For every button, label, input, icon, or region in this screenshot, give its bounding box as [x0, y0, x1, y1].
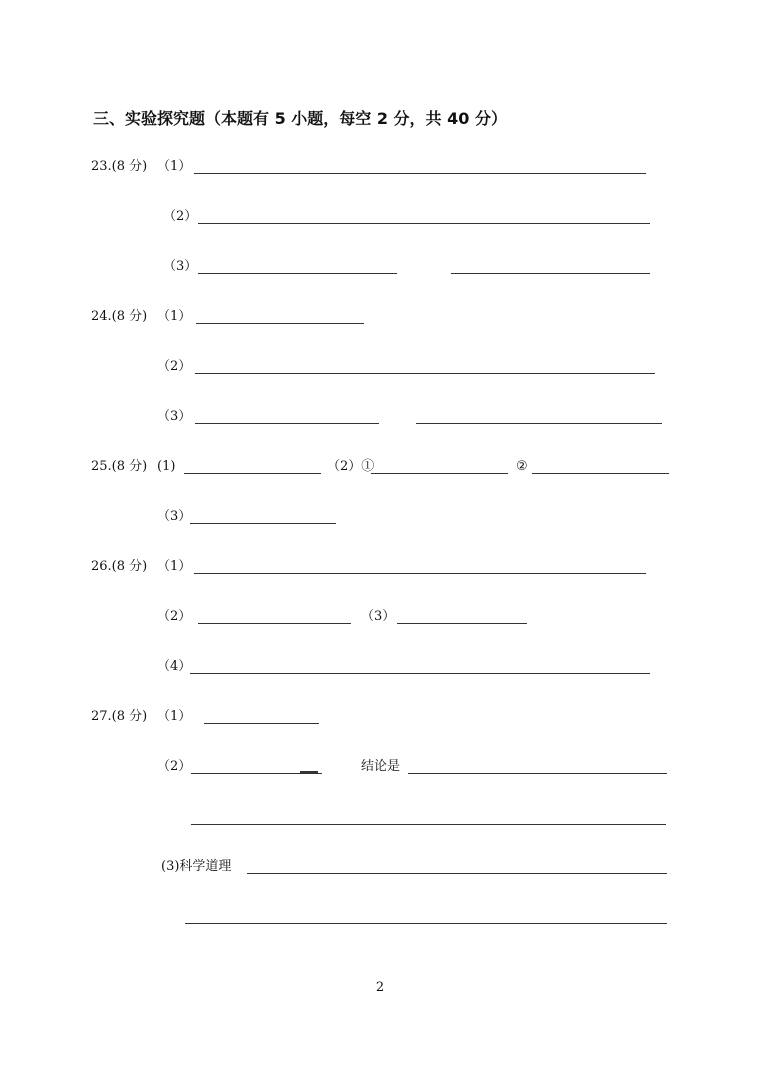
- section-title: 三、实验探究题（本题有 5 小题，每空 2 分，共 40 分）: [93, 109, 507, 128]
- q23-part3-blank-a[interactable]: [198, 273, 397, 274]
- q25-part2-label-2: ②: [516, 459, 528, 474]
- q27-number: 27.(8 分): [91, 709, 148, 724]
- q27-part3-label: (3)科学道理: [161, 859, 232, 874]
- q25-part2-blank-2[interactable]: [532, 473, 669, 474]
- q26-part3-blank[interactable]: [397, 623, 527, 624]
- q24-number: 24.(8 分): [91, 309, 148, 324]
- q27-part1-blank[interactable]: [204, 723, 319, 724]
- q25-part1-blank[interactable]: [184, 473, 321, 474]
- q24-part3-blank-b[interactable]: [416, 423, 662, 424]
- q26-number: 26.(8 分): [91, 559, 148, 574]
- q24-part2-blank[interactable]: [195, 373, 655, 374]
- q24-part1-blank[interactable]: [196, 323, 364, 324]
- q27-part2-blank-mark: [300, 771, 318, 773]
- q23-part2-label: （2）: [163, 209, 198, 224]
- q26-part4-label: （4）: [157, 659, 192, 674]
- q23-part1-label: （1）: [157, 159, 192, 174]
- q27-part3-blank[interactable]: [247, 873, 667, 874]
- q23-part3-label: （3）: [163, 259, 198, 274]
- q23-part3-blank-b[interactable]: [451, 273, 650, 274]
- q25-part1-label: (1): [157, 459, 176, 474]
- q25-part2-blank-1[interactable]: [371, 473, 508, 474]
- q27-conclusion-blank-line2[interactable]: [191, 824, 666, 825]
- q27-part2-blank[interactable]: [191, 773, 322, 774]
- q25-part3-blank[interactable]: [190, 523, 336, 524]
- q25-number: 25.(8 分): [91, 459, 148, 474]
- q24-part3-label: （3）: [157, 409, 192, 424]
- q24-part1-label: （1）: [157, 309, 192, 324]
- q25-part3-label: （3）: [157, 509, 192, 524]
- q27-part3-blank-line2[interactable]: [185, 923, 667, 924]
- q24-part2-label: （2）: [157, 359, 192, 374]
- q26-part2-label: （2）: [157, 609, 192, 624]
- q27-conclusion-label: 结论是: [361, 759, 401, 774]
- q26-part1-blank[interactable]: [194, 573, 646, 574]
- q26-part2-blank[interactable]: [198, 623, 351, 624]
- q26-part4-blank[interactable]: [190, 673, 650, 674]
- q25-part2-label: （2）①: [327, 459, 375, 474]
- q27-part2-label: （2）: [157, 759, 192, 774]
- q23-part1-blank[interactable]: [194, 173, 646, 174]
- q27-part1-label: （1）: [157, 709, 192, 724]
- q26-part3-label: （3）: [361, 609, 396, 624]
- page-number: 2: [375, 980, 385, 995]
- q23-number: 23.(8 分): [91, 159, 148, 174]
- q24-part3-blank-a[interactable]: [195, 423, 379, 424]
- q26-part1-label: （1）: [157, 559, 192, 574]
- q27-conclusion-blank[interactable]: [408, 773, 667, 774]
- q23-part2-blank[interactable]: [198, 223, 650, 224]
